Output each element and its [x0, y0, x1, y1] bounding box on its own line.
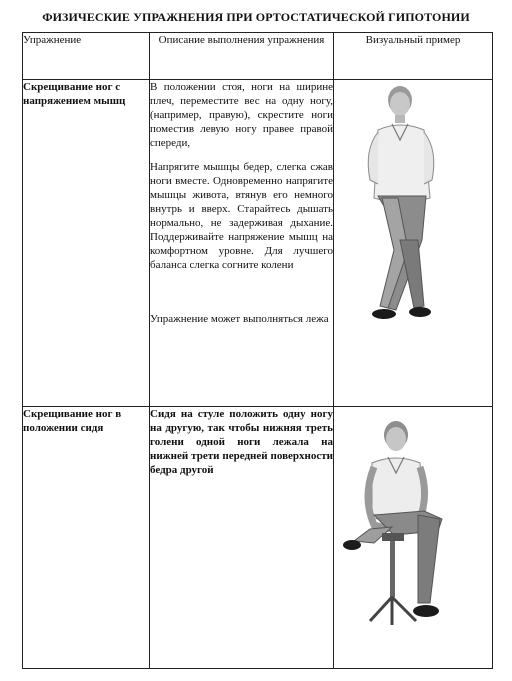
- description-paragraph: Напрягите мышцы бедер, слегка сжав ноги вместе. Одновременно напрягите мышцы живота, втянув его немного внутрь и вверх. Старайтесь дышать нормально, не задерживая дыхание. Поддерживайте напряжение мышц на комфортном уровне. Для лучшего баланса слегка согните колени: [150, 161, 333, 271]
- standing-cross-legs-photo: [334, 80, 493, 406]
- visual-example-cell: [334, 80, 493, 407]
- seated-cross-legs-photo: [334, 407, 493, 668]
- description-paragraph: Упражнение может выполняться лежа: [150, 313, 329, 325]
- header-visual: Визуальный пример: [334, 33, 493, 80]
- table-row: [23, 407, 493, 669]
- table-row: [23, 80, 493, 407]
- description-paragraph: В положении стоя, ноги на ширине плеч, переместите вес на одну ногу, (например, правую), скрестите ноги поместив левую ногу правее правой спереди,: [150, 81, 333, 149]
- exercise-description: [150, 80, 334, 407]
- table-header-row: [23, 33, 493, 80]
- exercise-name: Скрещивание ног с напряжением мышц: [23, 80, 150, 407]
- exercise-name: Скрещивание ног в положении сидя: [23, 407, 150, 669]
- header-exercise: Упражнение: [23, 33, 150, 80]
- visual-example-cell: [334, 407, 493, 669]
- header-description: Описание выполнения упражнения: [150, 33, 334, 80]
- document-title: ФИЗИЧЕСКИЕ УПРАЖНЕНИЯ ПРИ ОРТОСТАТИЧЕСКОЙ ГИПОТОНИИ: [42, 10, 470, 24]
- exercise-description: [150, 407, 334, 669]
- description-paragraph: Сидя на стуле положить одну ногу на другую, так чтобы нижняя треть голени одной ноги лежала на нижней трети передней поверхности бедра другой: [150, 408, 333, 476]
- exercise-table: [22, 32, 493, 669]
